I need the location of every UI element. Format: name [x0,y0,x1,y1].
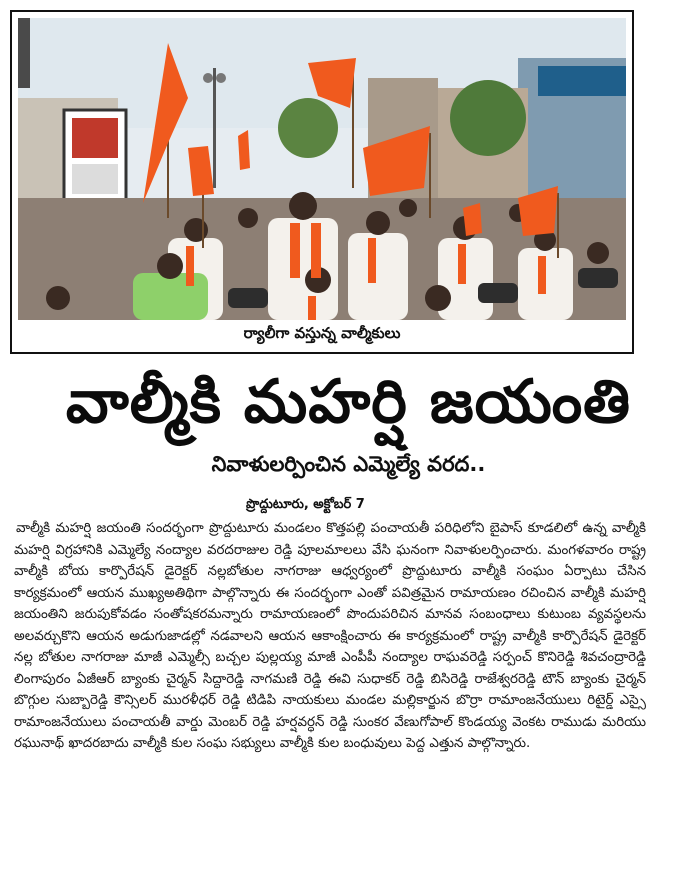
rally-photo [18,18,626,320]
article-body [14,518,646,755]
photo-frame [10,10,634,354]
rally-photo-illustration [18,18,626,320]
subheadline: నివాళులర్పించిన ఎమ్మెల్యే వరద.. [211,452,486,476]
headline: వాల్మీకి మహర్షి జయంతి [65,367,632,437]
article-paragraph: వాల్మీకి మహర్షి జయంతి సందర్భంగా ప్రొద్దుటూరు మండలం కొత్తపల్లి పంచాయతీ పరిధిలోని బైపాస్ కూడలిలో ఉన్న వాల్మీకి మహర్షి విగ్రహానికి ఎమ్మెల్యే నంద్యాల వరదరాజుల రెడ్డి పూలమాలలు వేసి ఘనంగా నివాళులర్పించారు. మంగళవారం రాష్ట్ర వాల్మీకి బోయ కార్పొరేషన్ డైరెక్టర్ నల్లబోతుల నాగరాజు ఆధ్వర్యంలో ప్రొద్దుటూరు వాల్మీకి సంఘం ఏర్పాటు చేసిన కార్యక్రమంలో ఆయన ముఖ్యఅతిథిగా పాల్గొన్నారు ఈ సందర్భంగా ఎంతో పవిత్రమైన రామాయణం రచించిన వాల్మీకి మహర్షి జయంతిని జరుపుకోవడం సంతోషకరమన్నారు రామాయణంలో పొందుపరిచిన మానవ సంబంధాలు కుటుంబ వ్యవస్థలను అలవర్చుకొని ఆయన అడుగుజాడల్లో నడవాలని ఆయన ఆకాంక్షించారు ఈ కార్యక్రమంలో రాష్ట్ర వాల్మీకి కార్పొరేషన్ డైరెక్టర్ నల్ల బోతుల నాగరాజు మాజీ ఎమ్మెల్సీ బచ్చల పుల్లయ్య మాజీ ఎంపీపీ నంద్యాల రాఘవరెడ్డి సర్పంచ్ కొనిరెడ్డి శివచంద్రారెడ్డి లింగాపురం ఏజీఆర్ బ్యాంకు చైర్మన్ సిద్దారెడ్డి నాగమణి రెడ్డి ఈవి సుధాకర్ రెడ్డి బిసిరెడ్డి రాజేశ్వరరెడ్డి టౌన్ బ్యాంకు చైర్మన్ బొగ్గుల సుబ్బారెడ్డి కౌన్సిలర్ మురళీధర్ రెడ్డి టిడిపి నాయకులు మండల మల్లికార్జున బొర్రా రామాంజనేయులు రిటైర్డ్ ఎస్సై రామాంజనేయులు పంచాయతీ వార్డు మెంబర్ రెడ్డి హర్షవర్ధన్ రెడ్డి సుంకర వేణుగోపాల్ కొండయ్య వెంకట రాముడు మరియు రఘునాథ్ ఖాదరబాదు వాల్మీకి కుల సంఘ సభ్యులు వాల్మీకి కుల బంధువులు పెద్ద ఎత్తున పాల్గొన్నారు. [14,521,646,751]
photo-caption: ర్యాలీగా వస్తున్న వాల్మీకులు [243,324,401,342]
dateline: ప్రొద్దుటూరు, అక్టోబర్ 7 [246,497,365,512]
